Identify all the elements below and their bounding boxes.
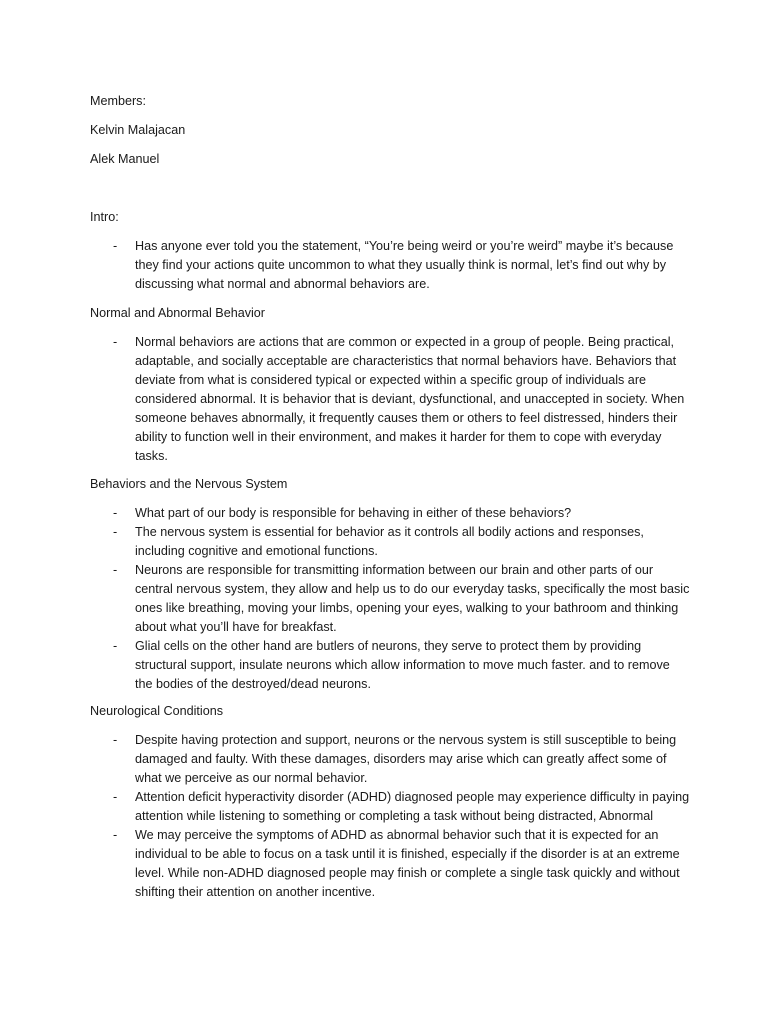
bullet-text: Neurons are responsible for transmitting information between our brain and other parts of our central nervous system, they allow and help us to do our everyday tasks, specifically the most basic ones like breathing, moving your limbs, opening your eyes, walking to your bathroom and thinking about what you’ll have for breakfast. [135,563,690,634]
members-heading: Members: [90,94,146,108]
bullet-list-neurological-conditions [90,731,690,902]
bullet-dash: - [113,525,118,539]
bullet-list-intro [90,237,690,294]
bullet-text: The nervous system is essential for behavior as it controls all bodily actions and responses, including cognitive and emotional functions. [135,525,644,558]
bullet-text: Despite having protection and support, neurons or the nervous system is still susceptible to being damaged and faulty. With these damages, disorders may arise which can greatly affect some of what we perceive as our normal behavior. [135,733,677,785]
bullet-text: Attention deficit hyperactivity disorder (ADHD) diagnosed people may experience difficulty in paying attention while listening to something or completing a task without being distracted, Abnormal [135,790,690,823]
section-heading-intro: Intro: [90,210,119,224]
bullet-dash: - [113,563,118,577]
bullet-text: We may perceive the symptoms of ADHD as abnormal behavior such that it is expected for an individual to be able to focus on a task until it is finished, especially if the disorder is at an extreme level. While non-ADHD diagnosed people may finish or complete a single task quickly and without shifting their attention on another incentive. [135,828,680,899]
list-item [90,731,690,788]
list-item [90,826,690,902]
member-name: Alek Manuel [90,152,160,166]
bullet-text: Glial cells on the other hand are butlers of neurons, they serve to protect them by providing structural support, insulate neurons which allow information to move much faster. and to remove the bodies of the destroyed/dead neurons. [135,639,670,691]
bullet-text: Has anyone ever told you the statement, “You’re being weird or you’re weird” maybe it’s because they find your actions quite uncommon to what they usually think is normal, let’s find out why by discussing what normal and abnormal behaviors are. [135,239,674,291]
bullet-list-normal-abnormal [90,333,690,466]
member-name: Kelvin Malajacan [90,123,186,137]
bullet-dash: - [113,733,118,747]
bullet-text: Normal behaviors are actions that are common or expected in a group of people. Being practical, adaptable, and socially acceptable are characteristics that normal behaviors have. Behaviors that deviate from what is considered typical or expected within a specific group of individuals are considered abnormal. It is behavior that is deviant, dysfunctional, and unaccepted in society. When someone behaves abnormally, it frequently causes them or others to feel distressed, hinders their ability to function well in their environment, and makes it harder for them to cope with everyday tasks. [135,335,685,463]
section-heading-neurological-conditions: Neurological Conditions [90,704,224,718]
bullet-dash: - [113,828,118,842]
bullet-dash: - [113,506,118,520]
list-item [90,561,690,637]
section-heading-normal-abnormal: Normal and Abnormal Behavior [90,306,266,320]
bullet-dash: - [113,790,118,804]
list-item [90,504,690,523]
bullet-text: What part of our body is responsible for behaving in either of these behaviors? [135,506,572,520]
bullet-list-nervous-system [90,504,690,694]
list-item [90,333,690,466]
bullet-dash: - [113,335,118,349]
list-item [90,523,690,561]
list-item [90,788,690,826]
list-item [90,237,690,294]
list-item [90,637,690,694]
bullet-dash: - [113,239,118,253]
section-heading-nervous-system: Behaviors and the Nervous System [90,477,288,491]
bullet-dash: - [113,639,118,653]
